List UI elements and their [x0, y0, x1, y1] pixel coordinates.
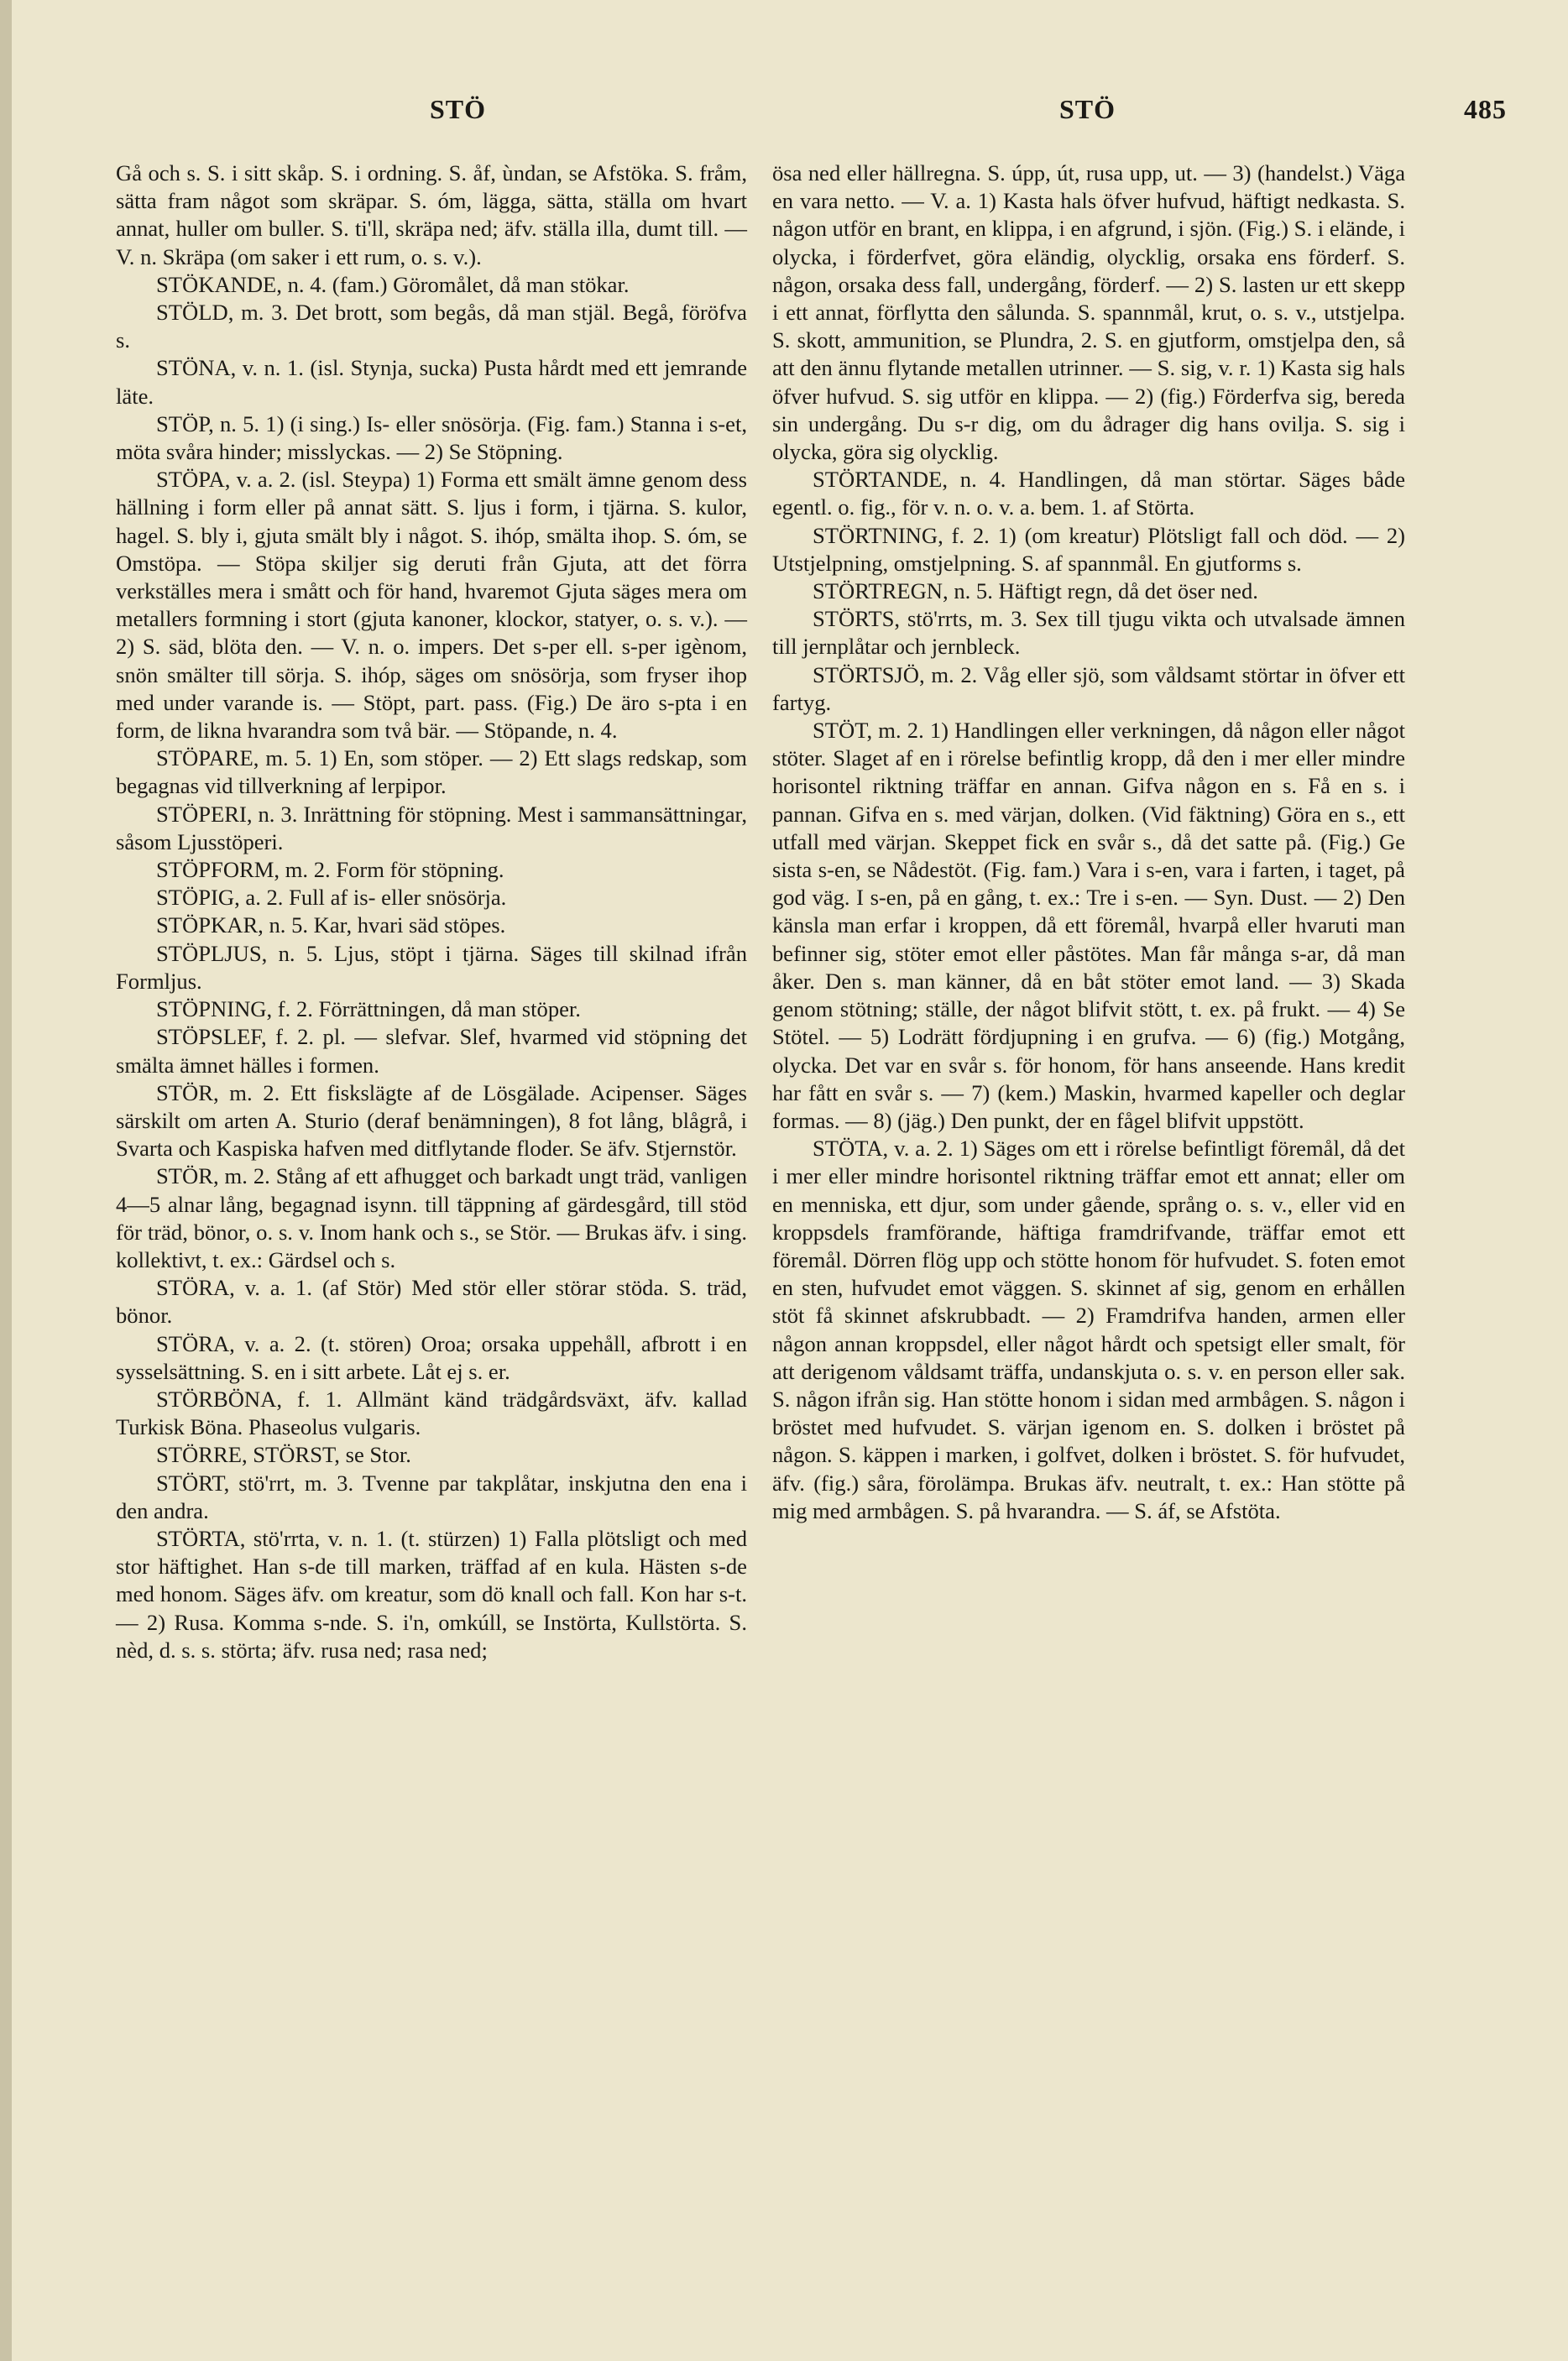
entry-paragraph: STÖRTS, stö'rrts, m. 3. Sex till tjugu vikta och utvalsade ämnen till jernplåtar och jernbleck.	[772, 606, 1405, 660]
entry-paragraph: STÖRA, v. a. 1. (af Stör) Med stör eller störar stöda. S. träd, bönor.	[116, 1275, 747, 1329]
entry-paragraph: STÖNA, v. n. 1. (isl. Stynja, sucka) Pusta hårdt med ett jemrande läte.	[116, 355, 747, 409]
entry-paragraph: STÖRTANDE, n. 4. Handlingen, då man störtar. Säges både egentl. o. fig., för v. n. o. v. a. bem. 1. af Störta.	[772, 467, 1405, 520]
page-number: 485	[1464, 94, 1507, 124]
running-head-left: STÖ	[430, 94, 487, 124]
running-head-right: STÖ	[1059, 94, 1116, 124]
entry-paragraph: ösa ned eller hällregna. S. úpp, út, rusa upp, ut. — 3) (handelst.) Väga en vara netto. — V. a. 1) Kasta hals öfver hufvud, häftigt nedkasta. S. någon utför en brant, en klippa, i en afgrund, i sjön. (Fig.) S. i elände, i olycka, i förderfvet, göra eländig, olycklig, orsaka ens förderf. S. någon, orsaka dess fall, undergång, förderf. — 2) S. lasten ur ett skepp i ett annat, förflytta den sålunda. S. spannmål, krut, o. s. v., utstjelpa. S. skott, ammunition, se Plundra, 2. S. en gjutform, omstjelpa den, så att den ännu flytande metallen utrinner. — S. sig, v. r. 1) Kasta sig hals öfver hufvud. S. sig utför en klippa. — 2) (fig.) Förderfva sig, bereda sin undergång. Du s-r dig, om du ådrager dig hans ovilja. S. sig i olycka, göra sig olycklig.	[772, 160, 1405, 465]
entry-paragraph: STÖPIG, a. 2. Full af is- eller snösörja.	[156, 885, 507, 911]
entry-paragraph: STÖRTREGN, n. 5. Häftigt regn, då det öser ned.	[813, 578, 1258, 604]
entry-paragraph: STÖT, m. 2. 1) Handlingen eller verkningen, då någon eller något stöter. Slaget af en i rörelse befintlig kropp, då den i mer eller mindre horisontel riktning träffar en annan. Gifva någon en s. Få en s. i pannan. Gifva en s. med värjan, dolken. (Vid fäktning) Göra en s., ett utfall med värjan. Skeppet fick en svår s., då det satte på. (Fig.) Ge sista s-en, se Nådestöt. (Fig. fam.) Vara i s-en, vara i farten, i taget, på god väg. I s-en, på en gång, t. ex.: Tre i s-en. — Syn. Dust. — 2) Den känsla man erfar i kroppen, då ett föremål, hvarpå eller hvaruti man befinner sig, stöter emot eller påstötes. Man får många s-ar, då man åker. Den s. man känner, då en båt stöter emot land. — 3) Skada genom stötning; ställe, der något blifvit stött, t. ex. på frukt. — 4) Se Stötel. — 5) Lodrätt fördjupning i en grufva. — 6) (fig.) Motgång, olycka. Det var en svår s. för honom, för hans anseende. Hans kredit har fått en svår s. — 7) (kem.) Maskin, hvarmed kapeller och deglar formas. — 8) (jäg.) Den punkt, der en fågel blifvit uppstött.	[772, 718, 1405, 1133]
entry-paragraph: STÖR, m. 2. Ett fiskslägte af de Lösgälade. Acipenser. Säges särskilt om arten A. Sturio (deraf benämningen), 8 fot lång, blågrå, i Svarta och Kaspiska hafven med ditflytande floder. Se äfv. Stjernstör.	[116, 1079, 747, 1162]
entry-paragraph: STÖP, n. 5. 1) (i sing.) Is- eller snösörja. (Fig. fam.) Stanna i s-et, möta svåra hinder; misslyckas. — 2) Se Stöpning.	[116, 410, 747, 465]
entry-paragraph: STÖRTA, stö'rrta, v. n. 1. (t. stürzen) 1) Falla plötsligt och med stor häftighet. Han s-de till marken, träffad af en kula. Hästen s-de med honom. Säges äfv. om kreatur, som dö knall och fall. Kon har s-t. — 2) Rusa. Komma s-nde. S. i'n, omkúll, se Instörta, Kullstörta. S. nèd, d. s. s. störta; äfv. rusa ned; rasa ned;	[116, 1525, 747, 1663]
right-column	[772, 159, 1405, 1525]
entry-paragraph: STÖRA, v. a. 2. (t. stören) Oroa; orsaka uppehåll, afbrott i en sysselsättning. S. en i sitt arbete. Låt ej s. er.	[116, 1330, 747, 1384]
page-edge-shadow	[0, 0, 12, 2361]
entry-paragraph: STÖPLJUS, n. 5. Ljus, stöpt i tjärna. Säges till skilnad ifrån Formljus.	[116, 940, 747, 994]
entry-paragraph: STÖPFORM, m. 2. Form för stöpning.	[156, 857, 504, 883]
entry-paragraph: STÖTA, v. a. 2. 1) Säges om ett i rörelse befintligt föremål, då det i mer eller mindre horisontel riktning träffar emot ett annat; eller om en menniska, ett djur, som under gående, språng o. s. v., eller vid en kroppsdels framförande, häftiga framdrifvande, träffar emot ett föremål. Dörren flög upp och stötte honom för hufvudet. S. foten emot en sten, hufvudet emot väggen. S. skinnet af sig, genom en erhållen stöt få skinnet afskrubbadt. — 2) Framdrifva handen, armen eller någon annan kroppsdel, eller något hårdt och spetsigt eller smalt, för att derigenom våldsamt träffa, undanskjuta o. s. v. en person eller sak. S. någon ifrån sig. Han stötte honom i sidan med armbågen. S. någon i bröstet med hufvudet. S. värjan igenom en. S. dolken i bröstet på någon. S. käppen i marken, i golfvet, dolken i bröstet. S. för hufvudet, äfv. (fig.) såra, förolämpa. Brukas äfv. neutralt, t. ex.: Han stötte på mig med armbågen. S. på hvarandra. — S. áf, se Afstöta.	[772, 1136, 1405, 1523]
entry-paragraph: STÖRRE, STÖRST, se Stor.	[156, 1442, 411, 1468]
entry-paragraph: Gå och s. S. i sitt skåp. S. i ordning. S. åf, ùndan, se Afstöka. S. fråm, sätta fram något som skräpar. S. óm, lägga, sätta, ställa om hvart annat, huller om buller. S. ti'll, skräpa ned; äfv. ställa illa, dumt till. — V. n. Skräpa (om saker i ett rum, o. s. v.).	[116, 160, 747, 269]
entry-paragraph: STÖRTSJÖ, m. 2. Våg eller sjö, som våldsamt störtar in öfver ett fartyg.	[772, 661, 1405, 715]
entry-paragraph: STÖPA, v. a. 2. (isl. Steypa) 1) Forma ett smält ämne genom dess hällning i form eller på annat sätt. S. ljus i form, i tjärna. S. kulor, hagel. S. bly i, gjuta smält bly i något. S. ihóp, smälta ihop. S. óm, se Omstöpa. — Stöpa skiljer sig deruti från Gjuta, att det förra verkställes mera i smått och för hand, hvaremot Gjuta säges mera om metallers formning i stort (gjuta kanoner, klockor, statyer, o. s. v.). — 2) S. säd, blöta den. — V. n. o. impers. Det s-per ell. s-per igènom, snön smälter till sörja. S. ihóp, säges om snösörja, som fryser ihop med under varande is. — Stöpt, part. pass. (Fig.) De äro s-pta i en form, de likna hvarandra som två bär. — Stöpande, n. 4.	[116, 467, 747, 744]
entry-paragraph: STÖKANDE, n. 4. (fam.) Göromålet, då man stökar.	[156, 271, 630, 297]
entry-paragraph: STÖRT, stö'rrt, m. 3. Tvenne par takplåtar, inskjutna den ena i den andra.	[116, 1470, 747, 1523]
entry-paragraph: STÖRTNING, f. 2. 1) (om kreatur) Plötsligt fall och död. — 2) Utstjelpning, omstjelpning. S. af spannmål. En gjutforms s.	[772, 522, 1405, 576]
entry-paragraph: STÖPSLEF, f. 2. pl. — slefvar. Slef, hvarmed vid stöpning det smälta ämnet hälles i formen.	[116, 1024, 747, 1078]
entry-paragraph: STÖRBÖNA, f. 1. Allmänt känd trädgårdsväxt, äfv. kallad Turkisk Böna. Phaseolus vulgaris.	[116, 1386, 747, 1440]
entry-paragraph: STÖR, m. 2. Stång af ett afhugget och barkadt ungt träd, vanligen 4—5 alnar lång, begagnad isynn. till täppning af gärdesgård, till stöd för träd, bönor, o. s. v. Inom hank och s., se Stör. — Brukas äfv. i sing. kollektivt, t. ex.: Gärdsel och s.	[116, 1163, 747, 1272]
entry-paragraph: STÖPNING, f. 2. Förrättningen, då man stöper.	[156, 996, 581, 1022]
entry-paragraph: STÖLD, m. 3. Det brott, som begås, då man stjäl. Begå, föröfva s.	[116, 300, 747, 353]
left-column	[116, 159, 747, 1664]
entry-paragraph: STÖPARE, m. 5. 1) En, som stöper. — 2) Ett slags redskap, som begagnas vid tillverkning af lerpipor.	[116, 745, 747, 799]
entry-paragraph: STÖPERI, n. 3. Inrättning för stöpning. Mest i sammansättningar, såsom Ljusstöperi.	[116, 801, 747, 854]
entry-paragraph: STÖPKAR, n. 5. Kar, hvari säd stöpes.	[156, 912, 506, 938]
